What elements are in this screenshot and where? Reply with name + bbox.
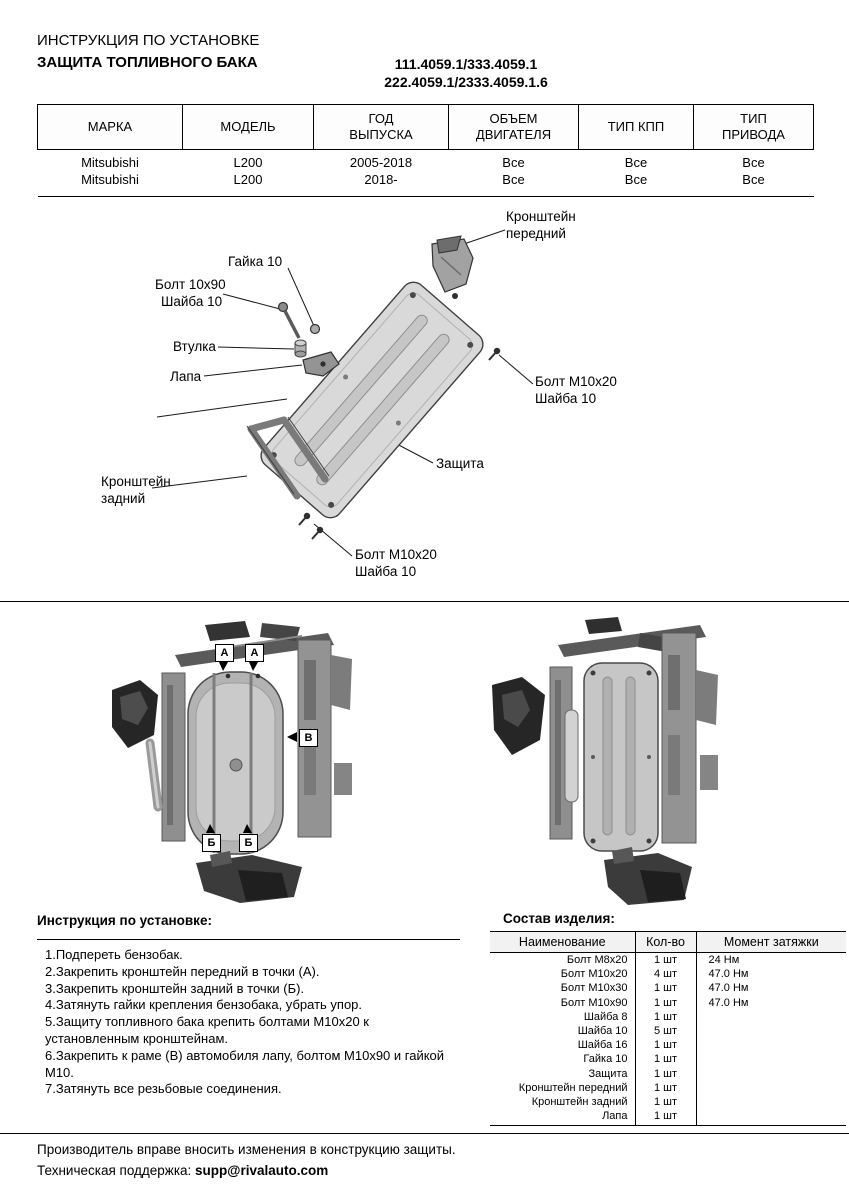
composition-row bbox=[490, 953, 846, 968]
support-email: supp@rivalauto.com bbox=[195, 1163, 329, 1178]
part-torque bbox=[696, 1010, 846, 1024]
part-torque: 47.0 Нм bbox=[696, 967, 846, 981]
spec-cell: Mitsubishi bbox=[81, 155, 139, 170]
part-name: Шайба 10 bbox=[577, 1025, 628, 1038]
composition-header-torque: Момент затяжки bbox=[696, 932, 846, 953]
composition-row bbox=[490, 996, 846, 1010]
label-washer-10-bottom: Шайба 10 bbox=[355, 564, 417, 579]
underbody-view-after bbox=[492, 617, 718, 905]
composition-row bbox=[490, 1067, 846, 1081]
section-divider-bottom bbox=[0, 1133, 849, 1134]
part-qty: 1 шт bbox=[635, 981, 696, 995]
bushing-part bbox=[295, 340, 306, 357]
instructions-list bbox=[37, 947, 457, 1098]
marker-b-1: Б bbox=[202, 834, 221, 852]
spec-header-brand: МАРКА bbox=[38, 105, 183, 150]
part-name: Кронштейн передний bbox=[518, 1081, 628, 1094]
part-numbers bbox=[356, 55, 576, 91]
label-front-bracket: Кронштейн передний bbox=[506, 209, 576, 241]
instruction-step: 3.Закрепить кронштейн задний в точки (Б). bbox=[45, 980, 305, 996]
part-qty: 1 шт bbox=[635, 1052, 696, 1066]
part-qty: 1 шт bbox=[635, 1109, 696, 1126]
part-qty: 1 шт bbox=[635, 1081, 696, 1095]
label-washer-10-top: Шайба 10 bbox=[161, 294, 223, 309]
spec-header-engine: ОБЪЕМ ДВИГАТЕЛЯ bbox=[449, 105, 579, 150]
spec-cell: Все bbox=[449, 171, 579, 197]
manufacturer-notice: Производитель вправе вносить изменения в конструкцию защиты. bbox=[37, 1142, 456, 1157]
spec-header-drive: ТИП ПРИВОДА bbox=[694, 105, 814, 150]
composition-header-name: Наименование bbox=[490, 932, 635, 953]
front-bracket-part bbox=[432, 236, 473, 299]
instructions-rule bbox=[37, 939, 460, 940]
part-name: Болт М10х90 bbox=[560, 996, 628, 1009]
marker-v: В bbox=[299, 729, 318, 747]
composition-row bbox=[490, 1109, 846, 1126]
part-torque bbox=[696, 1052, 846, 1066]
part-qty: 1 шт bbox=[635, 1038, 696, 1052]
underbody-view-before bbox=[112, 621, 352, 903]
part-name: Гайка 10 bbox=[583, 1053, 628, 1066]
nut-10-part bbox=[311, 325, 320, 334]
composition-row bbox=[490, 1038, 846, 1052]
instruction-step: 2.Закрепить кронштейн передний в точки (А). bbox=[45, 963, 320, 979]
label-rear-bracket: Кронштейн задний bbox=[101, 474, 171, 506]
support-label: Техническая поддержка: bbox=[37, 1163, 196, 1178]
spec-cell: Все bbox=[742, 155, 765, 170]
spec-cell: Все bbox=[579, 171, 694, 197]
bolt-10x90-part bbox=[279, 303, 288, 312]
part-torque bbox=[696, 1109, 846, 1126]
spec-header-gearbox: ТИП КПП bbox=[579, 105, 694, 150]
part-qty: 1 шт bbox=[635, 1010, 696, 1024]
part-qty: 1 шт bbox=[635, 996, 696, 1010]
doc-type-title: ИНСТРУКЦИЯ ПО УСТАНОВКЕ bbox=[37, 32, 260, 49]
spec-header-model: МОДЕЛЬ bbox=[183, 105, 314, 150]
composition-header-row bbox=[490, 932, 846, 953]
spec-header-row bbox=[38, 105, 814, 150]
composition-row bbox=[490, 1081, 846, 1095]
spec-cell: Все bbox=[694, 171, 814, 197]
instruction-step: 6.Закрепить к раме (В) автомобиля лапу, болтом М10х90 и гайкой М10. bbox=[45, 1047, 445, 1080]
composition-row bbox=[490, 1010, 846, 1024]
product-title: ЗАЩИТА ТОПЛИВНОГО БАКА bbox=[37, 54, 258, 71]
label-washer-10-right: Шайба 10 bbox=[535, 391, 597, 406]
part-qty: 1 шт bbox=[635, 1095, 696, 1109]
part-qty: 5 шт bbox=[635, 1024, 696, 1038]
label-bolt-10x90: Болт 10х90 bbox=[155, 277, 226, 292]
part-numbers-line1: 111.4059.1/333.4059.1 bbox=[394, 56, 538, 72]
installed-shield bbox=[584, 663, 658, 851]
spec-cell: Mitsubishi bbox=[38, 171, 183, 197]
spec-cell: L200 bbox=[183, 171, 314, 197]
instruction-step: 1.Подпереть бензобак. bbox=[45, 947, 183, 962]
part-torque: 24 Нм bbox=[696, 953, 846, 968]
part-torque: 47.0 Нм bbox=[696, 996, 846, 1010]
label-bolt-10x90-group bbox=[155, 276, 226, 310]
label-bolt-m10x20-right-group bbox=[535, 373, 617, 407]
label-bolt-m10x20-bottom: Болт М10х20 bbox=[355, 547, 437, 562]
composition-table bbox=[490, 931, 846, 1126]
spec-header-year: ГОД ВЫПУСКА bbox=[314, 105, 449, 150]
part-name: Кронштейн задний bbox=[531, 1096, 628, 1109]
label-nut-10: Гайка 10 bbox=[228, 254, 283, 269]
composition-header-qty: Кол-во bbox=[635, 932, 696, 953]
composition-row bbox=[490, 1052, 846, 1066]
part-name: Лапа bbox=[490, 1109, 635, 1126]
label-bolt-m10x20-right: Болт М10х20 bbox=[535, 374, 617, 389]
part-name: Болт М8х20 bbox=[566, 954, 628, 966]
spec-cell: Все bbox=[624, 155, 648, 170]
underbody-views bbox=[0, 615, 849, 915]
spec-cell: L200 bbox=[233, 155, 263, 170]
exploded-diagram bbox=[0, 195, 849, 600]
composition-row bbox=[490, 1095, 846, 1109]
spec-cell: 2018- bbox=[314, 171, 449, 197]
support-line bbox=[37, 1163, 328, 1178]
vehicle-spec-table bbox=[37, 104, 814, 197]
marker-a-1: А bbox=[215, 644, 234, 662]
part-torque bbox=[696, 1067, 846, 1081]
part-name: Шайба 16 bbox=[577, 1039, 628, 1052]
spec-cell: 2005-2018 bbox=[349, 155, 413, 170]
label-paw: Лапа bbox=[170, 369, 202, 384]
fuel-tank bbox=[188, 672, 283, 854]
part-torque bbox=[696, 1038, 846, 1052]
part-torque bbox=[696, 1081, 846, 1095]
part-torque: 47.0 Нм bbox=[696, 981, 846, 995]
section-divider-top bbox=[0, 601, 849, 602]
part-name: Болт М10х30 bbox=[560, 982, 628, 995]
spec-row bbox=[38, 171, 814, 197]
instruction-step: 7.Затянуть все резьбовые соединения. bbox=[45, 1081, 282, 1097]
composition-row bbox=[490, 981, 846, 995]
part-torque bbox=[696, 1024, 846, 1038]
instruction-step: 4.Затянуть гайки крепления бензобака, убрать упор. bbox=[45, 997, 363, 1013]
part-name: Шайба 8 bbox=[583, 1010, 628, 1023]
composition-row bbox=[490, 1024, 846, 1038]
marker-b-2: Б bbox=[239, 834, 258, 852]
spec-cell: Все bbox=[502, 155, 525, 170]
instructions-title: Инструкция по установке: bbox=[37, 913, 212, 928]
marker-a-2: А bbox=[245, 644, 264, 662]
part-name: Болт М10х20 bbox=[560, 968, 628, 981]
part-qty: 4 шт bbox=[635, 967, 696, 981]
composition-title: Состав изделия: bbox=[503, 911, 615, 926]
label-bolt-m10x20-bottom-group bbox=[355, 546, 437, 580]
instruction-step: 5.Защиту топливного бака крепить болтами М10х20 к установленным кронштейнам. bbox=[45, 1014, 369, 1046]
composition-row bbox=[490, 967, 846, 981]
part-numbers-line2: 222.4059.1/2333.4059.1.6 bbox=[384, 74, 548, 90]
part-qty: 1 шт bbox=[635, 953, 696, 968]
spec-row bbox=[38, 150, 814, 172]
part-torque bbox=[696, 1095, 846, 1109]
part-name: Защита bbox=[588, 1067, 628, 1080]
label-bushing: Втулка bbox=[173, 339, 216, 354]
label-shield: Защита bbox=[436, 456, 484, 471]
part-qty: 1 шт bbox=[635, 1067, 696, 1081]
